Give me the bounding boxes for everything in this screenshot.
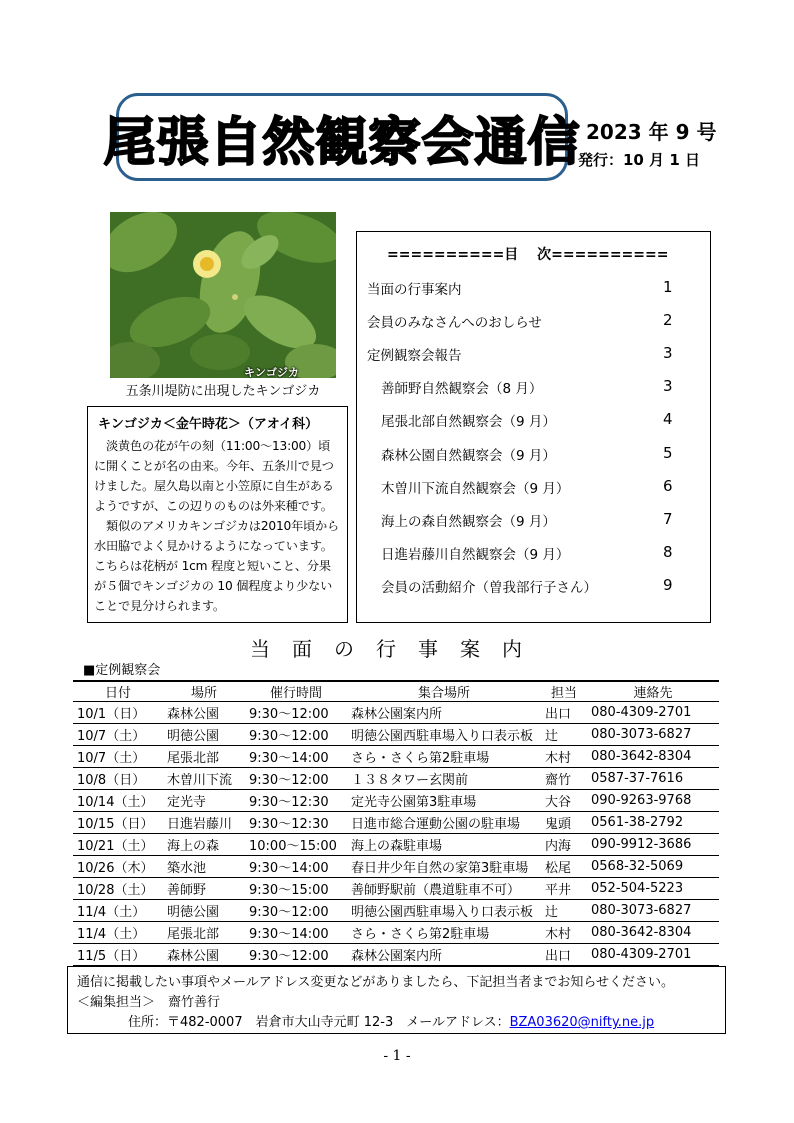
table-cell: 9:30～14:00 — [245, 922, 347, 944]
toc-item-page: 4 — [663, 410, 673, 428]
table-cell: 出口 — [541, 702, 587, 724]
table-cell: 木曽川下流 — [163, 768, 245, 790]
table-cell: 10/7（土） — [73, 724, 163, 746]
table-cell: 080-3073-6827 — [587, 724, 719, 746]
table-cell: 052-504-5223 — [587, 878, 719, 900]
contact-box — [67, 966, 726, 1034]
toc-item[interactable] — [357, 510, 710, 532]
table-cell: 080-3642-8304 — [587, 922, 719, 944]
event-schedule-table — [73, 680, 719, 967]
toc-item[interactable] — [357, 444, 710, 466]
table-cell: 9:30～14:00 — [245, 856, 347, 878]
table-cell: 木村 — [541, 746, 587, 768]
table-cell: 齋竹 — [541, 768, 587, 790]
toc-item[interactable] — [357, 543, 710, 565]
toc-item-label: 当面の行事案内 — [367, 282, 462, 298]
plant-info-heading: キンゴジカ＜金午時花＞（アオイ科） — [98, 417, 319, 432]
table-cell: 日進市総合運動公園の駐車場 — [347, 812, 541, 834]
toc-item-label: 善師野自然観察会（8 月） — [381, 381, 543, 397]
table-row — [73, 724, 719, 746]
newsletter-title-box — [103, 93, 581, 181]
table-cell: 明徳公園 — [163, 724, 245, 746]
column-header: 連絡先 — [587, 681, 719, 702]
table-cell: 築水池 — [163, 856, 245, 878]
table-cell: 080-4309-2701 — [587, 702, 719, 724]
table-row — [73, 812, 719, 834]
contact-notice: 通信に掲載したい事項やメールアドレス変更などがありましたら、下記担当者までお知らせください。 — [77, 975, 674, 990]
table-cell: 大谷 — [541, 790, 587, 812]
table-cell: 9:30～14:00 — [245, 746, 347, 768]
table-cell: 080-3073-6827 — [587, 900, 719, 922]
toc-item[interactable] — [357, 377, 710, 399]
plant-photo — [110, 212, 336, 378]
plant-info-paragraph: 淡黄色の花が午の刻（11:00～13:00）頃に開くことが名の由来。今年、五条川で見つけました。屋久島以南と小笠原に自生があるようですが、この辺りのものは外来種です。 — [94, 439, 334, 513]
toc-item-page: 5 — [663, 444, 673, 462]
table-row — [73, 878, 719, 900]
toc-title: ==========目 次========== — [387, 247, 669, 263]
table-cell: 11/4（土） — [73, 922, 163, 944]
photo-caption: 五条川堤防に出現したキンゴジカ — [125, 384, 321, 399]
plant-info-box — [87, 406, 348, 623]
toc-item-label: 森林公園自然観察会（9 月） — [381, 448, 556, 464]
table-cell: 定光寺公園第3駐車場 — [347, 790, 541, 812]
toc-item[interactable] — [357, 477, 710, 499]
column-header: 場所 — [163, 681, 245, 702]
table-cell: さら・さくら第2駐車場 — [347, 746, 541, 768]
table-cell: 明徳公園 — [163, 900, 245, 922]
table-cell: 9:30～12:30 — [245, 812, 347, 834]
table-cell: 明徳公園西駐車場入り口表示板 — [347, 724, 541, 746]
table-row — [73, 856, 719, 878]
photo-label: キンゴジカ — [244, 366, 299, 379]
table-cell: 0587-37-7616 — [587, 768, 719, 790]
contact-editor: ＜編集担当＞ 齋竹善行 — [77, 995, 221, 1010]
table-cell: 10/26（木） — [73, 856, 163, 878]
table-cell: 9:30～12:00 — [245, 724, 347, 746]
table-row — [73, 746, 719, 768]
toc-item-page: 1 — [663, 278, 673, 296]
events-heading: 当面の行事案内 — [250, 637, 544, 661]
toc-item-label: 日進岩藤川自然観察会（9 月） — [381, 547, 570, 563]
toc-item[interactable] — [357, 576, 710, 598]
column-header: 催行時間 — [245, 681, 347, 702]
table-cell: 森林公園 — [163, 944, 245, 967]
table-row — [73, 900, 719, 922]
section-label: ■定例観察会 — [83, 663, 161, 678]
toc-item-page: 2 — [663, 311, 673, 329]
table-cell: 森林公園案内所 — [347, 944, 541, 967]
table-cell: １３８タワー玄関前 — [347, 768, 541, 790]
table-cell: 0568-32-5069 — [587, 856, 719, 878]
issue-date: 発行：10 月 1 日 — [578, 151, 700, 169]
table-cell: 森林公園 — [163, 702, 245, 724]
toc-item-page: 8 — [663, 543, 673, 561]
table-cell: 0561-38-2792 — [587, 812, 719, 834]
table-cell: 9:30～12:00 — [245, 768, 347, 790]
table-cell: 尾張北部 — [163, 922, 245, 944]
table-cell: 善師野 — [163, 878, 245, 900]
table-cell: 11/5（日） — [73, 944, 163, 967]
contact-address-line — [128, 1011, 654, 1030]
toc-item-page: 3 — [663, 377, 673, 395]
toc-item[interactable] — [357, 311, 710, 333]
table-cell: 春日井少年自然の家第3駐車場 — [347, 856, 541, 878]
toc-item-label: 海上の森自然観察会（9 月） — [381, 514, 556, 530]
table-cell: 松尾 — [541, 856, 587, 878]
table-row — [73, 834, 719, 856]
table-row — [73, 768, 719, 790]
plant-info-paragraph: 類似のアメリカキンゴジカは2010年頃から水田脇でよく見かけるようになっています。こちらは花柄が 1cm 程度と短いこと、分果が５個でキンゴジカの 10 個程度より少ないことで見分けられます。 — [94, 519, 340, 613]
table-cell: 9:30～12:00 — [245, 900, 347, 922]
table-cell: 森林公園案内所 — [347, 702, 541, 724]
table-cell: 10/21（土） — [73, 834, 163, 856]
column-header: 集合場所 — [347, 681, 541, 702]
toc-item[interactable] — [357, 344, 710, 366]
issue-number: 2023 年 9 号 — [586, 120, 717, 144]
table-cell: 10/28（土） — [73, 878, 163, 900]
table-cell: 10/8（日） — [73, 768, 163, 790]
table-cell: 尾張北部 — [163, 746, 245, 768]
table-row — [73, 702, 719, 724]
column-header: 担当 — [541, 681, 587, 702]
page-number: - 1 - — [383, 1048, 411, 1064]
table-cell: 10/7（土） — [73, 746, 163, 768]
table-cell: 定光寺 — [163, 790, 245, 812]
table-cell: 辻 — [541, 900, 587, 922]
table-cell: 海上の森 — [163, 834, 245, 856]
toc-item-page: 7 — [663, 510, 673, 528]
toc-item-label: 木曽川下流自然観察会（9 月） — [381, 481, 570, 497]
table-cell: 内海 — [541, 834, 587, 856]
newsletter-title: 尾張自然観察会通信 — [103, 112, 581, 173]
table-cell: 10/14（土） — [73, 790, 163, 812]
table-row — [73, 922, 719, 944]
toc-item[interactable] — [357, 278, 710, 300]
column-header: 日付 — [73, 681, 163, 702]
table-cell: 9:30～12:00 — [245, 702, 347, 724]
table-cell: 090-9912-3686 — [587, 834, 719, 856]
table-cell: 10/1（日） — [73, 702, 163, 724]
toc-item-label: 尾張北部自然観察会（9 月） — [381, 414, 556, 430]
table-cell: 木村 — [541, 922, 587, 944]
table-cell: 鬼頭 — [541, 812, 587, 834]
toc-item-page: 9 — [663, 576, 673, 594]
table-cell: 10:00～15:00 — [245, 834, 347, 856]
contact-email-link[interactable]: BZA03620@nifty.ne.jp — [509, 1015, 655, 1030]
table-cell: 080-4309-2701 — [587, 944, 719, 967]
toc-item-page: 6 — [663, 477, 673, 495]
toc-item-label: 会員のみなさんへのおしらせ — [367, 315, 542, 331]
table-of-contents — [356, 231, 711, 623]
table-cell: さら・さくら第2駐車場 — [347, 922, 541, 944]
table-cell: 9:30～15:00 — [245, 878, 347, 900]
plant-photo-image — [110, 212, 336, 378]
table-cell: 平井 — [541, 878, 587, 900]
table-cell: 10/15（日） — [73, 812, 163, 834]
table-cell: 善師野駅前（農道駐車不可） — [347, 878, 541, 900]
table-cell: 辻 — [541, 724, 587, 746]
table-cell: 9:30～12:30 — [245, 790, 347, 812]
toc-item[interactable] — [357, 410, 710, 432]
table-cell: 出口 — [541, 944, 587, 967]
toc-item-label: 会員の活動紹介（曽我部行子さん） — [381, 580, 597, 596]
table-header-row — [73, 681, 719, 702]
table-cell: 080-3642-8304 — [587, 746, 719, 768]
table-cell: 090-9263-9768 — [587, 790, 719, 812]
table-cell: 海上の森駐車場 — [347, 834, 541, 856]
toc-item-page: 3 — [663, 344, 673, 362]
table-cell: 明徳公園西駐車場入り口表示板 — [347, 900, 541, 922]
table-cell: 11/4（土） — [73, 900, 163, 922]
table-row — [73, 790, 719, 812]
table-row — [73, 944, 719, 967]
table-cell: 9:30～12:00 — [245, 944, 347, 967]
contact-address: 住所：〒482-0007 岩倉市大山寺元町 12-3 メールアドレス： — [128, 1015, 510, 1030]
table-cell: 日進岩藤川 — [163, 812, 245, 834]
toc-item-label: 定例観察会報告 — [367, 348, 462, 364]
